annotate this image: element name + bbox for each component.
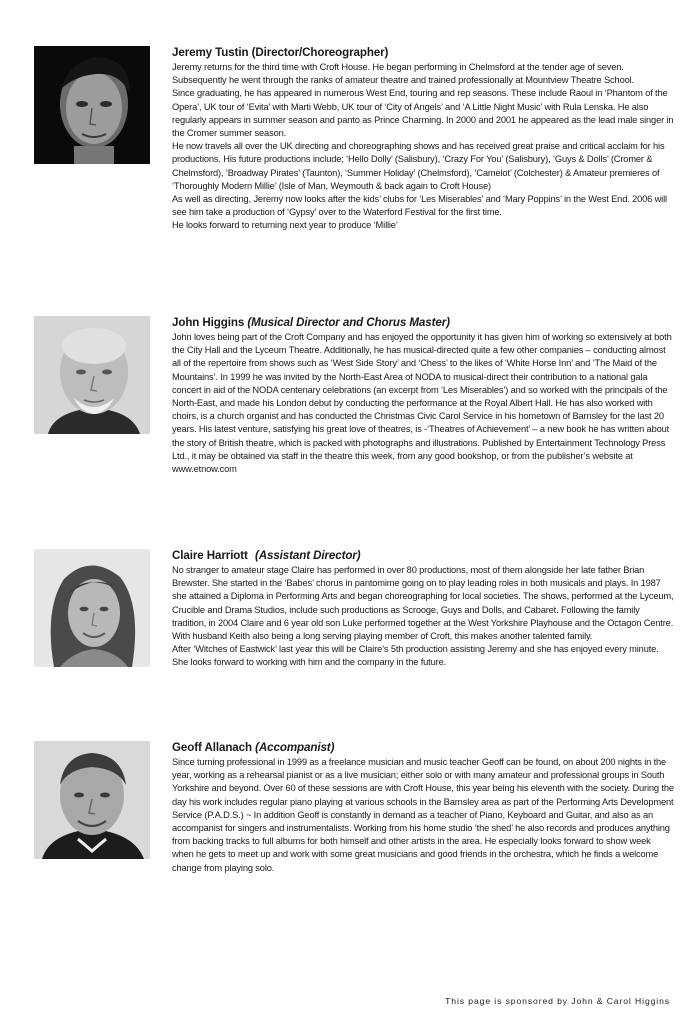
bio-role: (Musical Director and Chorus Master) (247, 316, 450, 329)
bio-name: Geoff Allanach (172, 741, 252, 754)
sponsor-footer: This page is sponsored by John & Carol Higgins (445, 996, 670, 1006)
headshot-geoff-allanach (34, 741, 150, 859)
bio-heading (172, 549, 674, 563)
headshot-john-higgins (34, 316, 150, 434)
bio-role: (Accompanist) (255, 741, 335, 754)
bio-name: John Higgins (172, 316, 245, 329)
bio-paragraph: As well as directing, Jeremy now looks after the kids’ clubs for ‘Les Miserables’ and ‘Mary Poppins’ in the West End. 2006 will see him take a production of ‘Gypsy’ over to the Waterford Festival for the first time. (172, 194, 667, 218)
bio-paragraph: After ‘Witches of Eastwick’ last year this will be Claire’s 5th production assisting Jeremy and she has enjoyed every minute. She looks forward to working with him and the company in the future. (172, 644, 659, 668)
bio-role: (Director/Choreographer) (251, 46, 389, 59)
bio-paragraph: Since turning professional in 1999 as a freelance musician and music teacher Geoff can be found, on about 200 nights in the year, working as a rehearsal pianist or as a live musician; either solo or with many amateur and professional groups in South Yorkshire and beyond. Over 60 of these sessions are with Croft House, this year being his eleventh with the society. During the day his work includes regular piano playing at various schools in the Barnsley area as part of the Performing Arts Development Service (P.A.D.S.) ~ In addition Geoff is constantly in demand as a teacher of Piano, Keyboard and Guitar, and also as an accompanist for singers and instrumentalists. Working from his home studio ‘the shed’ he also records and produces anything from backing tracks to full albums for both himself and other artists in the area. He especially looks forward to show week when he gets to meet up and work with some great musicians and good friends in the orchestra, which he finds a welcome change from playing solo. (172, 757, 674, 873)
headshot-jeremy-tustin (34, 46, 150, 164)
bio-paragraph: No stranger to amateur stage Claire has performed in over 80 productions, most of them alongside her late father Brian Brewster. She started in the ‘Babes’ chorus in pantomime going on to play leading roles in both musicals and plays. In 1987 she attained a Diploma in Performing Arts and began choreographing for local societies. The shows, performed at the Lyceum, Crucible and Drama Studios, include such productions as Scrooge, Guys and Dolls, and Cabaret. Following the family tradition, in 2004 Claire and 6 year old son Luke performed together at the West Yorkshire Playhouse and the Octagon Centre. With husband Keith also being a long serving playing member of Croft, this makes another talented family. (172, 565, 674, 642)
bio-heading (172, 46, 674, 60)
bio-paragraph: Jeremy returns for the third time with Croft House. He began performing in Chelmsford at the tender age of seven. Subsequently he went through the ranks of amateur theatre and trained professionally at Mountview Theatre School. (172, 62, 634, 86)
bio-john-higgins (34, 316, 674, 476)
bio-name: Claire Harriott (172, 549, 248, 562)
bio-jeremy-tustin (34, 46, 674, 233)
headshot-claire-harriott (34, 549, 150, 667)
bio-claire-harriott (34, 549, 674, 670)
bio-paragraph: Since graduating, he has appeared in numerous West End, touring and rep seasons. These include Raoul in ‘Phantom of the Opera’, UK tour of ‘Evita’ with Marti Webb, UK tour of ‘City of Angels’ and ‘A Little Night Music’ with Rula Lenska. He also regularly appears in summer season and panto as Prince Charming. In 2000 and 2001 he appeared as the lead male singer in the Cromer summer season. (172, 88, 674, 139)
portrait-illustration (34, 316, 150, 434)
bio-content (172, 549, 674, 670)
bio-paragraph: John loves being part of the Croft Company and has enjoyed the opportunity it has given him of working so extensively at both the City Hall and the Lyceum Theatre. Additionally, he has musical-directed quite a few other companies – conducting almost all of the repertoire from shows such as ‘West Side Story’ and ‘Chess’ to the likes of ‘White Horse Inn’ and ‘The Maid of the Mountains’. In 1999 he was invited by the North-East Area of NODA to musical-direct their contribution to a national gala concert in aid of the NODA centenary celebrations (an excerpt from ‘Les Miserables’) and so worked with the principals of the North-East, and made his London debut by conducting the performance at the Royal Albert Hall. He has also worked with choirs, is a church organist and has conducted the Christmas Civic Carol Service in his hometown of Barnsley for the last 20 years. His latest venture, satisfying his great love of theatres, is -‘Theatres of Achievement’ – a new book he has written about the story of British theatre, which is packed with photographs and illustrations. Published by Entertainment Technology Press Ltd., it may be obtained via staff in the theatre this week, from any good bookshop, or from the publisher’s website at www.etnow.com (172, 332, 672, 475)
bio-content (172, 741, 674, 875)
bio-paragraph: He now travels all over the UK directing and choreographing shows and has received great praise and critical acclaim for his productions. His future productions include; ‘Hello Dolly’ (Salisbury), ‘Crazy For You’ (Salisbury), ‘Guys & Dolls’ (Cromer & Chelmsford), ‘Broadway Pirates’ (Taunton), ‘Summer Holiday’ (Chelmsford), ‘Camelot’ (Colchester) & Amateur premieres of ‘Thoroughly Modern Millie’ (Isle of Man, Weymouth & back again to Croft House) (172, 141, 665, 191)
bio-content (172, 316, 674, 476)
bio-heading (172, 741, 674, 755)
portrait-illustration (34, 46, 150, 164)
portrait-illustration (34, 549, 150, 667)
portrait-illustration (34, 741, 150, 859)
bio-content (172, 46, 674, 233)
bio-name: Jeremy Tustin (172, 46, 249, 59)
bio-geoff-allanach (34, 741, 674, 875)
bio-heading (172, 316, 674, 330)
bio-role: (Assistant Director) (254, 549, 361, 562)
bio-paragraph: He looks forward to returning next year to produce ‘Millie’ (172, 220, 398, 231)
